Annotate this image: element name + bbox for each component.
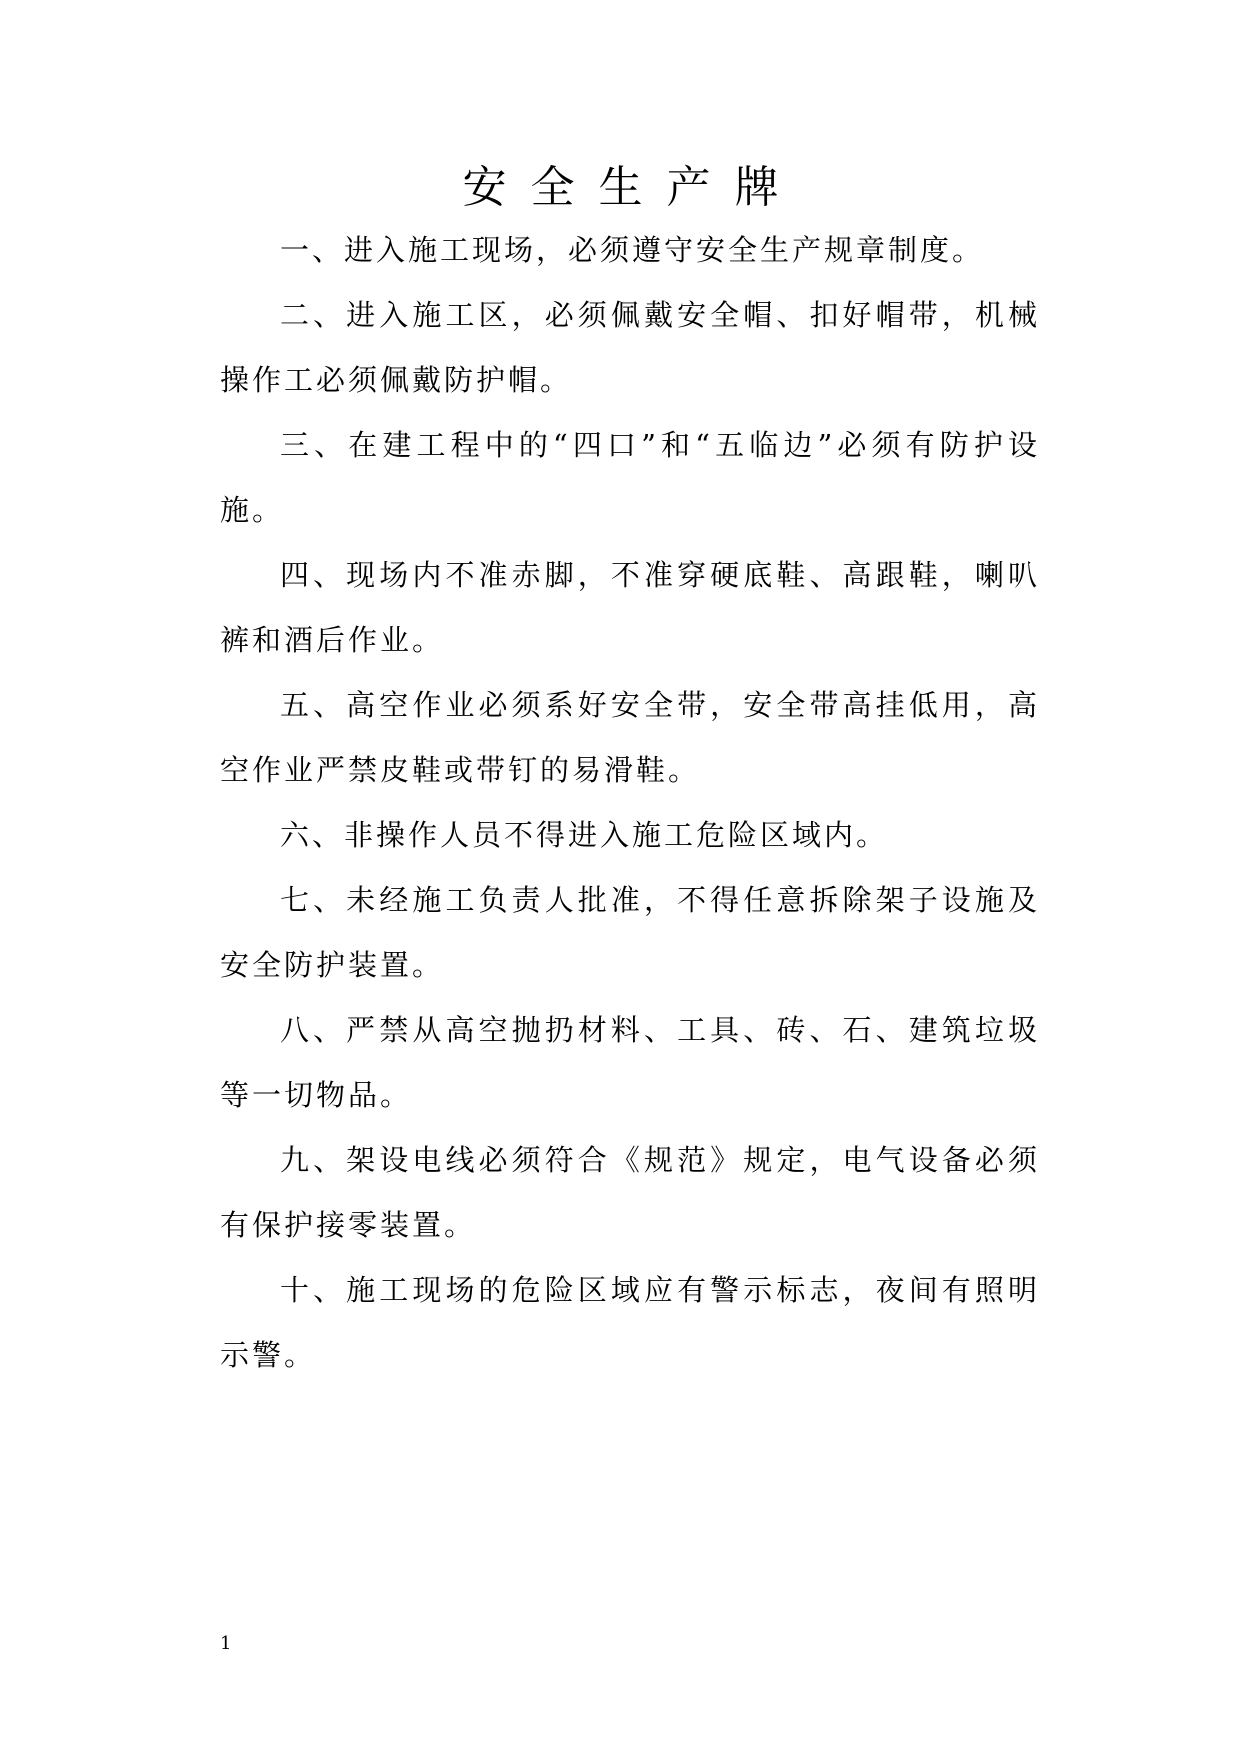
document-body <box>220 218 1040 1388</box>
rule-paragraph-7: 七、未经施工负责人批准，不得任意拆除架子设施及安全防护装置。 <box>220 883 1040 982</box>
rule-paragraph-8: 八、严禁从高空抛扔材料、工具、砖、石、建筑垃圾等一切物品。 <box>220 1013 1040 1112</box>
page-number: 1 <box>220 1633 232 1654</box>
rule-paragraph-3: 三、在建工程中的“四口”和“五临边”必须有防护设施。 <box>220 428 1040 527</box>
rule-paragraph-6: 六、非操作人员不得进入施工危险区域内。 <box>280 818 889 852</box>
rule-paragraph-1: 一、进入施工现场，必须遵守安全生产规章制度。 <box>280 233 985 267</box>
document-title: 安全生产牌 <box>462 162 803 213</box>
rule-paragraph-4: 四、现场内不准赤脚，不准穿硬底鞋、高跟鞋，喇叭裤和酒后作业。 <box>220 558 1040 657</box>
rule-paragraph-2: 二、进入施工区，必须佩戴安全帽、扣好帽带，机械操作工必须佩戴防护帽。 <box>220 298 1040 397</box>
rule-paragraph-9: 九、架设电线必须符合《规范》规定，电气设备必须有保护接零装置。 <box>220 1143 1040 1242</box>
rule-paragraph-5: 五、高空作业必须系好安全带，安全带高挂低用，高空作业严禁皮鞋或带钉的易滑鞋。 <box>220 688 1040 787</box>
rule-paragraph-10: 十、施工现场的危险区域应有警示标志，夜间有照明示警。 <box>220 1273 1040 1372</box>
